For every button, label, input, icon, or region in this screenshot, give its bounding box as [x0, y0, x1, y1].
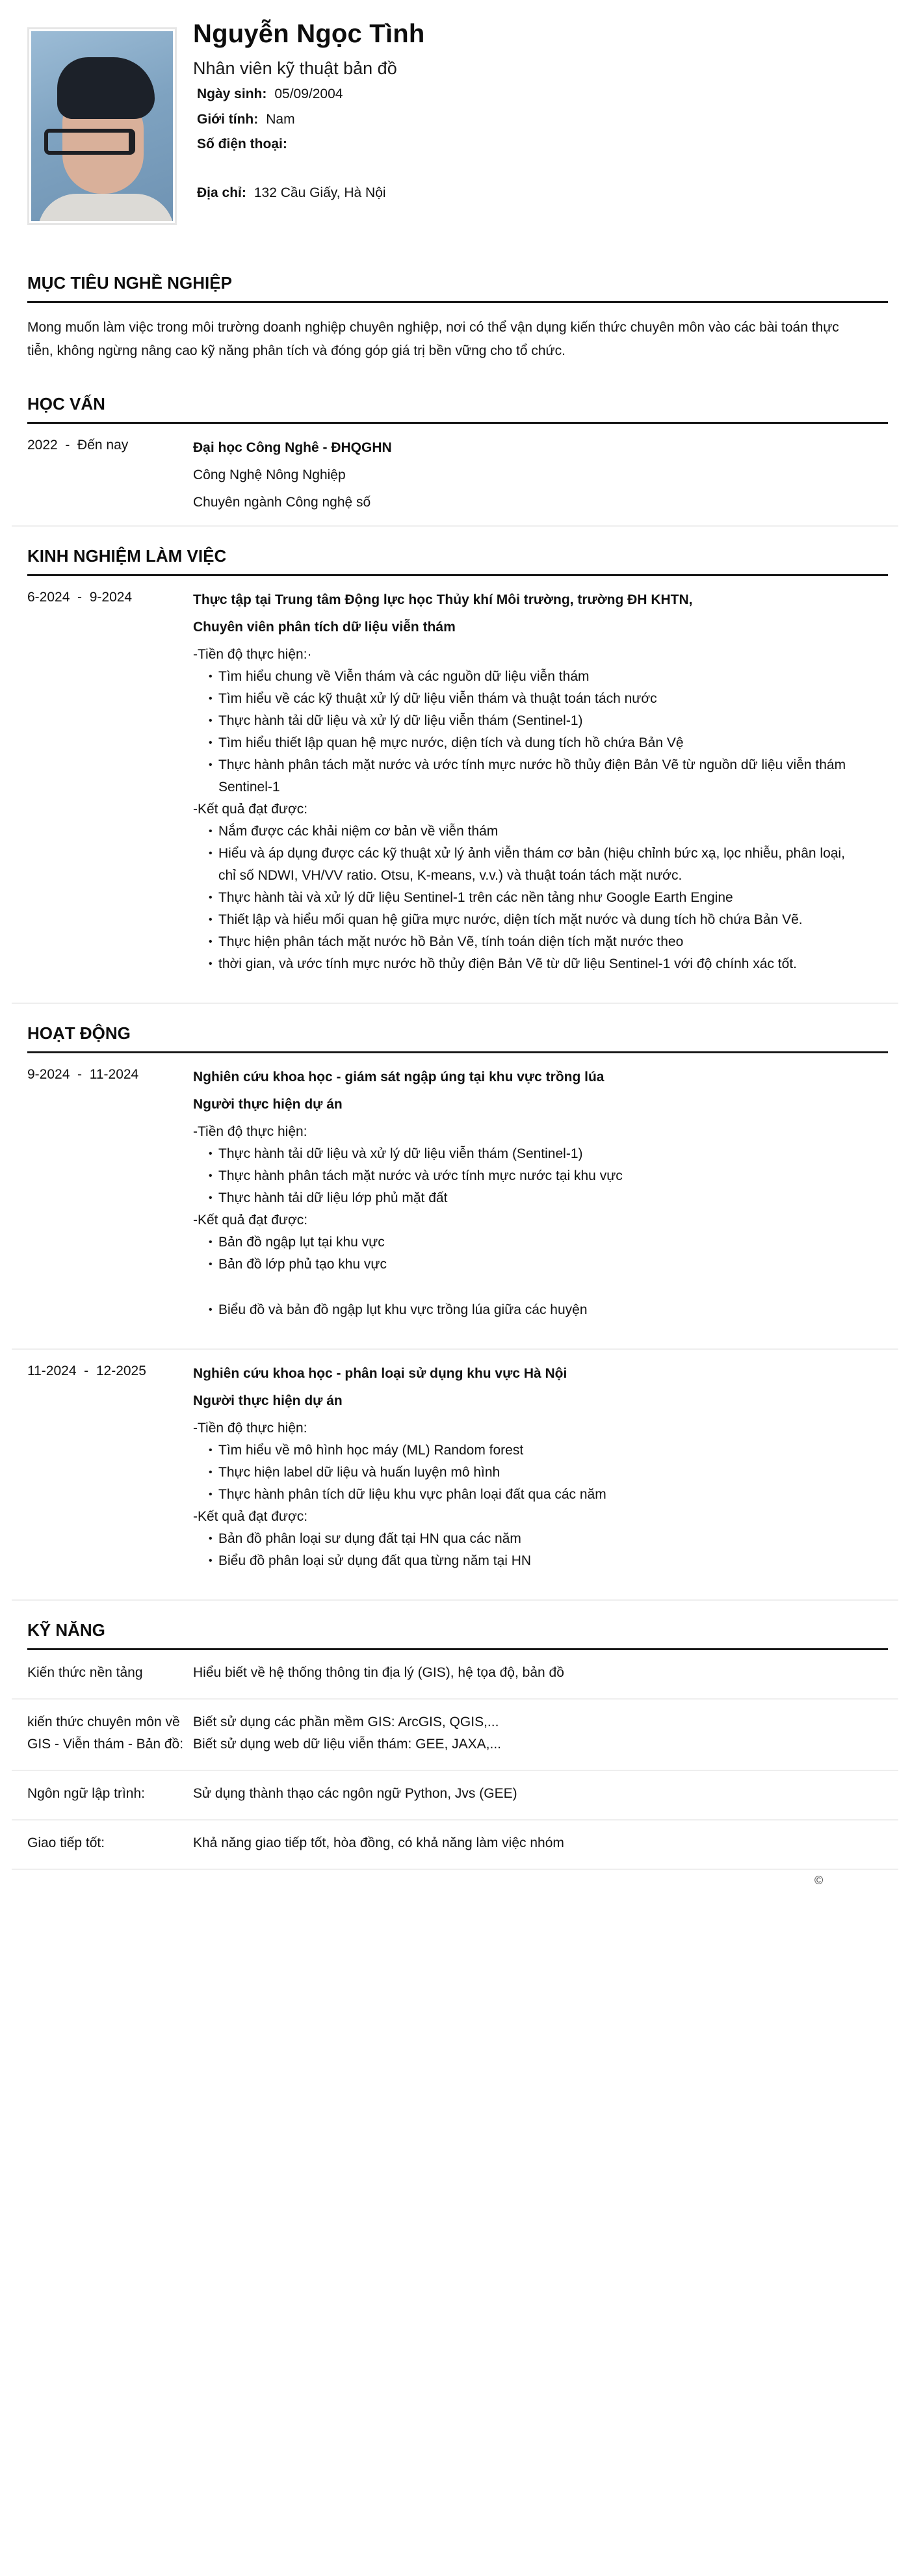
skill-row	[12, 1771, 898, 1820]
experience-progress-list	[193, 666, 888, 798]
skill-row	[12, 1820, 898, 1870]
experience-position: Chuyên viên phân tích dữ liệu viễn thám	[193, 620, 456, 635]
skills-title: KỸ NĂNG	[27, 1601, 888, 1650]
experience-date: 6-2024 - 9-2024	[27, 590, 133, 605]
activity-progress-label: -Tiền độ thực hiện:	[193, 1124, 307, 1139]
skill-name: Giao tiếp tốt:	[27, 1835, 105, 1850]
list-item: • Thiết lập và hiểu mối quan hệ giữa mực nước, diện tích mặt nước và dung tích hồ chứa Bản Vẽ.	[209, 909, 888, 931]
experience-title: KINH NGHIỆM LÀM VIỆC	[27, 527, 888, 576]
list-item: • Tìm hiểu về mô hình học máy (ML) Random forest	[209, 1439, 888, 1462]
experience-company: Thực tập tại Trung tâm Động lực học Thủy khí Môi trường, trường ĐH KHTN,	[193, 592, 693, 607]
skill-desc-line: Sử dụng thành thạo các ngôn ngữ Python, Jvs (GEE)	[193, 1786, 517, 1801]
activity-project: Nghiên cứu khoa học - giám sát ngập úng tại khu vực trồng lúa	[193, 1070, 604, 1084]
education-section	[0, 375, 910, 527]
dob-value: 05/09/2004	[274, 86, 343, 101]
footer	[0, 1870, 910, 1896]
education-body	[193, 424, 888, 525]
list-item: • Thực hành tải dữ liệu lớp phủ mặt đất	[209, 1187, 888, 1209]
photo-sweater-shape	[38, 194, 173, 221]
gender-label: Giới tính:	[197, 112, 259, 127]
info-phone	[197, 137, 295, 152]
activities-title: HOẠT ĐỘNG	[27, 1004, 888, 1053]
experience-section	[0, 527, 910, 1004]
activities-section	[0, 1004, 910, 1601]
activity-date: 11-2024 - 12-2025	[27, 1363, 146, 1378]
skills-section	[0, 1601, 910, 1870]
phone-label: Số điện thoại:	[197, 137, 287, 151]
activity-progress-label: -Tiền độ thực hiện:	[193, 1421, 307, 1436]
skill-name: Kiến thức nền tảng	[27, 1665, 143, 1680]
address-label: Địa chỉ:	[197, 185, 246, 200]
objective-title: MỤC TIÊU NGHỀ NGHIỆP	[27, 254, 888, 303]
list-item: • Thực hành phân tách mặt nước và ước tính mực nước hồ thủy điện Bản Vẽ từ nguồn dữ liệu viễn thám Sentinel-1	[209, 754, 888, 798]
skill-name: kiến thức chuyên môn về GIS - Viễn thám - Bản đồ:	[27, 1715, 184, 1752]
skill-desc	[193, 1820, 888, 1869]
list-item: • Tìm hiểu chung về Viễn thám và các nguồn dữ liệu viễn thám	[209, 666, 888, 688]
activity-body	[193, 1053, 888, 1330]
list-item: • Bản đồ phân loại sư dụng đất tại HN qua các năm	[209, 1528, 888, 1550]
education-title: HỌC VẤN	[27, 375, 888, 424]
list-item: • Tìm hiểu thiết lập quan hệ mực nước, diện tích và dung tích hồ chứa Bản Vệ	[209, 732, 888, 754]
list-item: • Biểu đồ phân loại sử dụng đất qua từng năm tại HN	[209, 1550, 888, 1572]
activity-project: Nghiên cứu khoa học - phân loại sử dụng khu vực Hà Nội	[193, 1366, 567, 1381]
experience-entry	[12, 576, 898, 1004]
avatar-image	[31, 31, 173, 221]
activity-role: Người thực hiện dự án	[193, 1097, 343, 1112]
major: Công Nghệ Nông Nghiệp	[193, 467, 346, 482]
skill-row	[12, 1650, 898, 1700]
experience-body	[193, 576, 888, 984]
list-item: • Thực hành tải dữ liệu và xử lý dữ liệu viễn thám (Sentinel-1)	[209, 710, 888, 732]
skill-desc-line: Khả năng giao tiếp tốt, hòa đồng, có khả năng làm việc nhóm	[193, 1835, 564, 1850]
activity-results-list	[193, 1528, 888, 1572]
activity-body	[193, 1350, 888, 1581]
skill-desc-line: Biết sử dụng các phần mềm GIS: ArcGIS, QGIS,...	[193, 1715, 499, 1729]
activity-progress-list	[193, 1143, 888, 1209]
objective-text: Mong muốn làm việc trong môi trường doanh nghiệp chuyên nghiệp, nơi có thể vận dụng kiến thức chuyên môn vào các bài toán thực tiễn, không ngừng nâng cao kỹ năng phân tích và đóng góp giá trị bền vững cho tổ chức.	[27, 320, 839, 358]
list-item: • Thực hành phân tách mặt nước và ước tính mực nước tại khu vực	[209, 1165, 888, 1187]
list-item: • Thực hiện phân tách mặt nước hồ Bản Vẽ, tính toán diện tích mặt nước theo	[209, 931, 888, 953]
info-gender	[197, 112, 295, 127]
list-item: • Tìm hiểu về các kỹ thuật xử lý dữ liệu viễn thám và thuật toán tách nước	[209, 688, 888, 710]
info-address	[197, 185, 386, 201]
skill-desc	[193, 1700, 888, 1770]
list-item: • Thực hành phân tích dữ liệu khu vực phân loại đất qua các năm	[209, 1484, 888, 1506]
list-item: • Thực hành tải dữ liệu và xử lý dữ liệu viễn thám (Sentinel-1)	[209, 1143, 888, 1165]
skill-desc-line: Hiểu biết về hệ thống thông tin địa lý (GIS), hệ tọa độ, bản đồ	[193, 1665, 564, 1680]
skill-row	[12, 1700, 898, 1771]
skill-desc	[193, 1650, 888, 1698]
address-value: 132 Cầu Giấy, Hà Nội	[254, 185, 386, 200]
education-entry	[12, 424, 898, 527]
photo-glasses-shape	[44, 129, 135, 155]
skill-name: Ngôn ngữ lập trình:	[27, 1786, 146, 1801]
photo-hair-shape	[57, 57, 155, 119]
list-item: • Thực hành tài và xử lý dữ liệu Sentinel-1 trên các nền tảng như Google Earth Engine	[209, 887, 888, 909]
activity-results-label: -Kết quả đạt được:	[193, 1509, 308, 1524]
activity-results-label: -Kết quả đạt được:	[193, 1213, 308, 1228]
copyright-icon: ©	[814, 1874, 824, 1887]
school-name: Đại học Công Nghê - ĐHQGHN	[193, 440, 392, 455]
list-item: • Thực hiện label dữ liệu và huấn luyện mô hình	[209, 1462, 888, 1484]
info-dob	[197, 86, 343, 102]
candidate-name: Nguyễn Ngọc Tình	[193, 20, 425, 48]
activity-role: Người thực hiện dự án	[193, 1393, 343, 1408]
experience-progress-label: -Tiền độ thực hiện:·	[193, 647, 312, 662]
activity-entry	[12, 1350, 898, 1601]
activity-entry	[12, 1053, 898, 1350]
list-item: • Nắm được các khải niệm cơ bản về viễn thám	[209, 821, 888, 843]
list-item: • Bản đồ lớp phủ tạo khu vực	[209, 1254, 888, 1276]
profile-photo	[27, 27, 177, 225]
list-item: • thời gian, và ước tính mực nước hồ thủy điện Bản Vẽ từ dữ liệu Sentinel-1 với độ chính xác tốt.	[209, 953, 888, 975]
skill-desc	[193, 1771, 888, 1819]
list-item: • Hiểu và áp dụng được các kỹ thuật xử lý ảnh viễn thám cơ bản (hiệu chỉnh bức xạ, lọc nhiễu, phân loại, chỉ số NDWI, VH/VV ratio. Otsu, K-means, v.v.) và thuật toán tách mặt nước.	[209, 843, 888, 887]
profile-header	[0, 0, 910, 254]
specialization: Chuyên ngành Công nghệ số	[193, 495, 371, 510]
dob-label: Ngày sinh:	[197, 86, 267, 101]
activity-date: 9-2024 - 11-2024	[27, 1067, 139, 1082]
education-date: 2022 - Đến nay	[27, 438, 129, 453]
objective-section	[0, 254, 910, 375]
activity-progress-list	[193, 1439, 888, 1506]
experience-results-label: -Kết quả đạt được:	[193, 802, 308, 817]
list-item: • Biểu đồ và bản đồ ngập lụt khu vực trồng lúa giữa các huyện	[209, 1299, 888, 1321]
experience-results-list	[193, 821, 888, 975]
list-item: • Bản đồ ngập lụt tại khu vực	[209, 1231, 888, 1254]
gender-value: Nam	[266, 112, 295, 127]
skill-desc-line: Biết sử dụng web dữ liệu viễn thám: GEE, JAXA,...	[193, 1737, 502, 1752]
candidate-job-title: Nhân viên kỹ thuật bản đồ	[193, 59, 397, 78]
activity-results-list	[193, 1231, 888, 1321]
